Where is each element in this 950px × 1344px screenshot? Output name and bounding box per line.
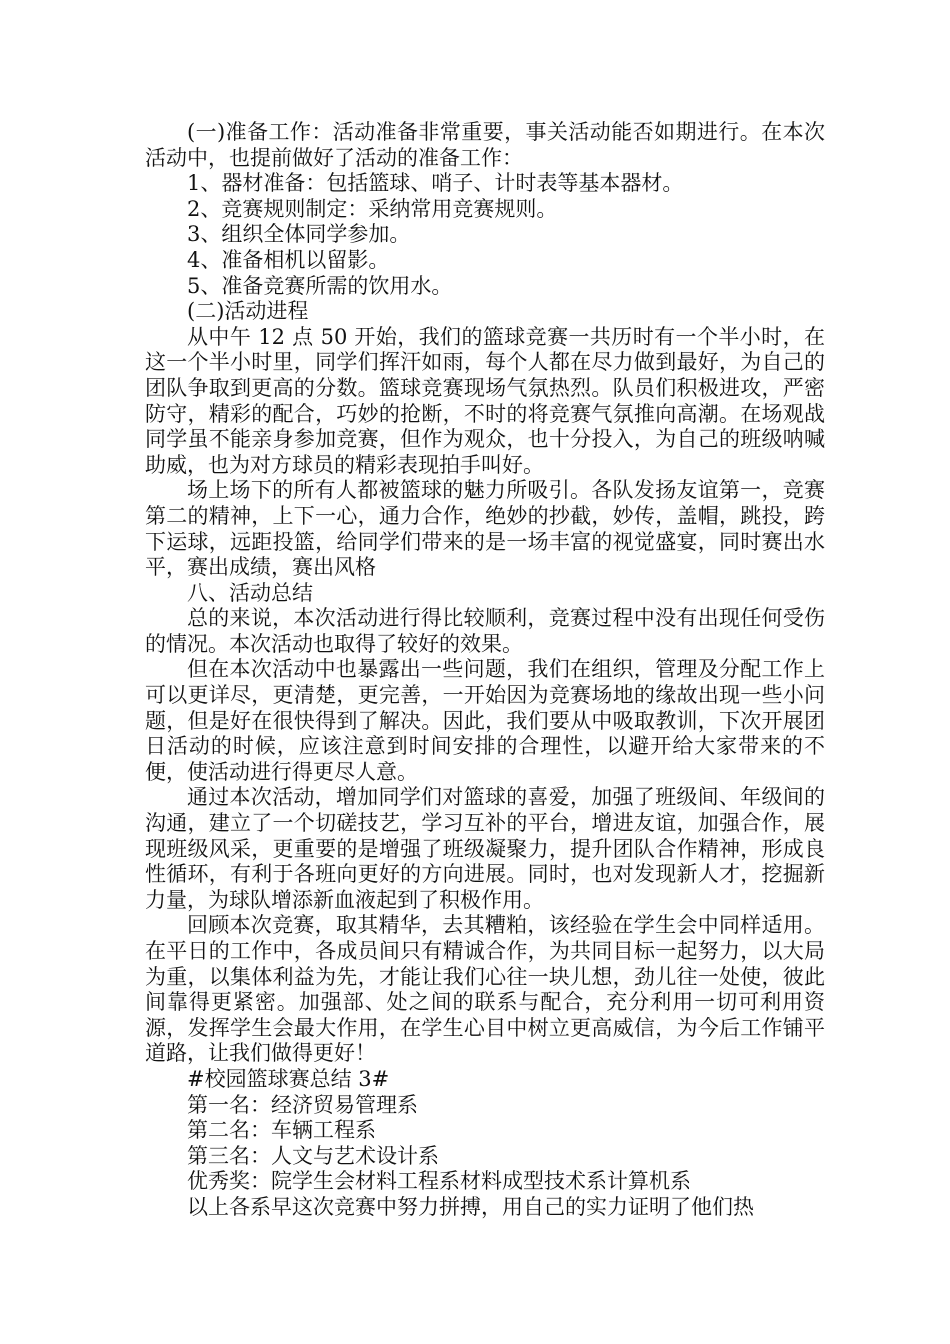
section-heading-process: (二)活动进程: [187, 299, 309, 324]
list-item-water: 5、准备竞赛所需的饮用水。: [187, 273, 453, 298]
section-heading-summary-3: #校园篮球赛总结 3#: [187, 1066, 390, 1091]
list-item-camera: 4、准备相机以留影。: [187, 247, 390, 272]
result-third-place: 第三名：人文与艺术设计系: [187, 1143, 439, 1168]
paragraph-benefits: 通过本次活动，增加同学们对篮球的喜爱，加强了班级间、年级间的沟通，建立了一个切磋技艺，学习互补的平台，增进友谊，加强合作，展现班级风采，更重要的是增强了班级凝聚力，提升团队合作精神，形成良性循环，有利于各班向更好的方向进展。同时，也对发现新人才，挖掘新力量，为球队增添新血液起到了积极作用。: [145, 785, 825, 912]
document-page: [145, 120, 825, 1221]
paragraph-review: 回顾本次竞赛，取其精华，去其糟粕，该经验在学生会中同样适用。在平日的工作中，各成员间只有精诚合作，为共同目标一起努力，以大局为重，以集体利益为先，才能让我们心往一块儿想，劲儿往一处使，彼此间靠得更紧密。加强部、处之间的联系与配合，充分利用一切可利用资源，发挥学生会最大作用，在学生心目中树立更高威信，为今后工作铺平道路，让我们做得更好！: [145, 913, 825, 1066]
result-first-place: 第一名：经济贸易管理系: [187, 1092, 418, 1117]
list-item-rules: 2、竞赛规则制定：采纳常用竞赛规则。: [187, 196, 558, 221]
list-item-equipment: 1、器材准备：包括篮球、哨子、计时表等基本器材。: [187, 171, 684, 196]
paragraph-spirit: 场上场下的所有人都被篮球的魅力所吸引。各队发扬友谊第一，竞赛第二的精神，上下一心，通力合作，绝妙的抄截，妙传，盖帽，跳投，跨下运球，远距投篮，给同学们带来的是一场丰富的视觉盛宴，同时赛出水平，赛出成绩，赛出风格: [145, 478, 825, 580]
result-excellence-award: 优秀奖：院学生会材料工程系材料成型技术系计算机系: [187, 1169, 691, 1194]
paragraph-summary: 总的来说，本次活动进行得比较顺利，竞赛过程中没有出现任何受伤的情况。本次活动也取得了较好的效果。: [145, 606, 825, 656]
list-item-participants: 3、组织全体同学参加。: [187, 222, 411, 247]
paragraph-problems: 但在本次活动中也暴露出一些问题，我们在组织，管理及分配工作上可以更详尽，更清楚，更完善，一开始因为竞赛场地的缘故出现一些小问题，但是好在很快得到了解决。因此，我们要从中吸取教训，下次开展团日活动的时候，应该注意到时间安排的合理性，以避开给大家带来的不便，使活动进行得更尽人意。: [145, 657, 825, 784]
paragraph-closing: 以上各系早这次竞赛中努力拼搏，用自己的实力证明了他们热: [187, 1194, 754, 1219]
section-heading-summary: 八、活动总结: [187, 580, 313, 605]
paragraph-preparation: (一)准备工作：活动准备非常重要，事关活动能否如期进行。在本次活动中，也提前做好了活动的准备工作：: [145, 120, 825, 170]
result-second-place: 第二名：车辆工程系: [187, 1118, 376, 1143]
paragraph-process: 从中午 12 点 50 开始，我们的篮球竞赛一共历时有一个半小时，在这一个半小时里，同学们挥汗如雨，每个人都在尽力做到最好，为自己的团队争取到更高的分数。篮球竞赛现场气氛热烈。队员们积极进攻，严密防守，精彩的配合，巧妙的抢断，不时的将竞赛气氛推向高潮。在场观战同学虽不能亲身参加竞赛，但作为观众，也十分投入，为自己的班级呐喊助威，也为对方球员的精彩表现拍手叫好。: [145, 324, 825, 477]
